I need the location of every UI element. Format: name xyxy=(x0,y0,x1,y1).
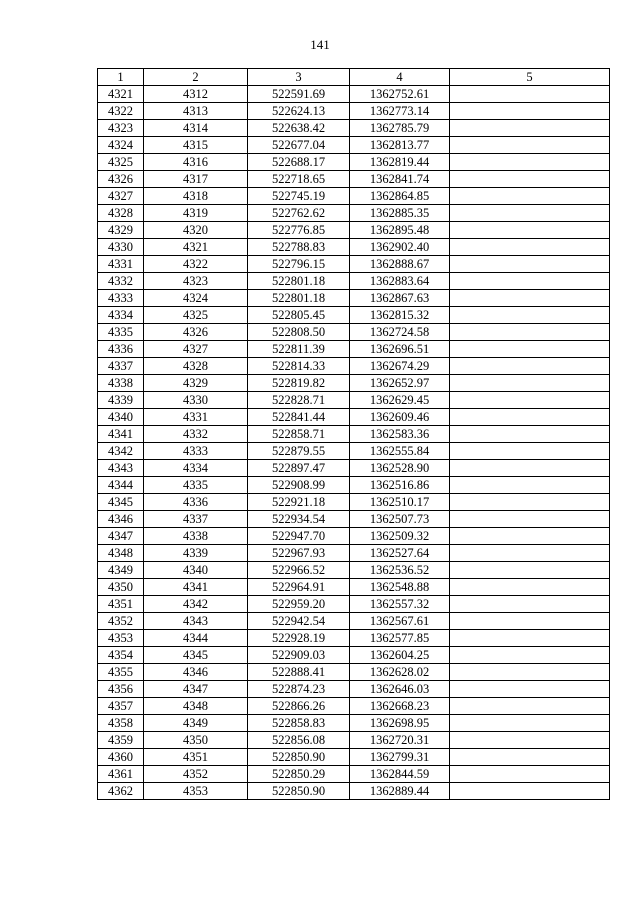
table-cell-col-1: 4340 xyxy=(98,409,144,426)
table-cell-col-1: 4351 xyxy=(98,596,144,613)
table-row xyxy=(98,715,610,732)
table-row xyxy=(98,341,610,358)
table-row xyxy=(98,375,610,392)
table-cell-col-3: 522814.33 xyxy=(248,358,350,375)
table-cell-col-1: 4337 xyxy=(98,358,144,375)
table-cell-col-4: 1362628.02 xyxy=(350,664,450,681)
table-cell-col-2: 4316 xyxy=(144,154,248,171)
table-row xyxy=(98,783,610,800)
table-cell-col-3: 522928.19 xyxy=(248,630,350,647)
table-cell-col-3: 522858.71 xyxy=(248,426,350,443)
table-cell-col-4: 1362557.32 xyxy=(350,596,450,613)
table-cell-col-1: 4350 xyxy=(98,579,144,596)
table-cell-col-3: 522866.26 xyxy=(248,698,350,715)
table-cell-col-3: 522776.85 xyxy=(248,222,350,239)
table-cell-col-4: 1362864.85 xyxy=(350,188,450,205)
table-cell-col-5 xyxy=(450,205,610,222)
table-row xyxy=(98,137,610,154)
table-row xyxy=(98,664,610,681)
table-row xyxy=(98,766,610,783)
table-row xyxy=(98,443,610,460)
table-cell-col-5 xyxy=(450,154,610,171)
table-cell-col-1: 4344 xyxy=(98,477,144,494)
table-row xyxy=(98,613,610,630)
table-row xyxy=(98,681,610,698)
table-cell-col-4: 1362527.64 xyxy=(350,545,450,562)
table-cell-col-5 xyxy=(450,562,610,579)
table-cell-col-2: 4313 xyxy=(144,103,248,120)
table-cell-col-5 xyxy=(450,511,610,528)
table-cell-col-3: 522718.65 xyxy=(248,171,350,188)
table-row xyxy=(98,205,610,222)
table-cell-col-3: 522591.69 xyxy=(248,86,350,103)
table-cell-col-5 xyxy=(450,358,610,375)
table-cell-col-3: 522850.90 xyxy=(248,749,350,766)
table-cell-col-2: 4334 xyxy=(144,460,248,477)
table-cell-col-5 xyxy=(450,375,610,392)
table-cell-col-3: 522921.18 xyxy=(248,494,350,511)
table-cell-col-4: 1362674.29 xyxy=(350,358,450,375)
table-cell-col-5 xyxy=(450,545,610,562)
table-cell-col-2: 4315 xyxy=(144,137,248,154)
table-cell-col-1: 4358 xyxy=(98,715,144,732)
table-cell-col-2: 4345 xyxy=(144,647,248,664)
table-cell-col-2: 4321 xyxy=(144,239,248,256)
table-cell-col-4: 1362841.74 xyxy=(350,171,450,188)
table-cell-col-1: 4353 xyxy=(98,630,144,647)
table-cell-col-1: 4334 xyxy=(98,307,144,324)
table-cell-col-5 xyxy=(450,290,610,307)
table-row xyxy=(98,630,610,647)
table-cell-col-3: 522841.44 xyxy=(248,409,350,426)
table-cell-col-2: 4327 xyxy=(144,341,248,358)
table-cell-col-4: 1362799.31 xyxy=(350,749,450,766)
table-cell-col-5 xyxy=(450,307,610,324)
table-row xyxy=(98,698,610,715)
table-row xyxy=(98,426,610,443)
table-cell-col-2: 4336 xyxy=(144,494,248,511)
table-cell-col-4: 1362785.79 xyxy=(350,120,450,137)
table-cell-col-4: 1362510.17 xyxy=(350,494,450,511)
table-row xyxy=(98,460,610,477)
table-cell-col-2: 4350 xyxy=(144,732,248,749)
table-row xyxy=(98,154,610,171)
table-cell-col-2: 4344 xyxy=(144,630,248,647)
table-cell-col-1: 4332 xyxy=(98,273,144,290)
header-row xyxy=(98,69,610,86)
table-cell-col-2: 4352 xyxy=(144,766,248,783)
table-row xyxy=(98,596,610,613)
table-cell-col-3: 522796.15 xyxy=(248,256,350,273)
table-cell-col-1: 4338 xyxy=(98,375,144,392)
table-cell-col-5 xyxy=(450,171,610,188)
table-cell-col-2: 4348 xyxy=(144,698,248,715)
table-cell-col-4: 1362888.67 xyxy=(350,256,450,273)
table-cell-col-1: 4331 xyxy=(98,256,144,273)
column-header-4: 4 xyxy=(350,69,450,86)
table-cell-col-5 xyxy=(450,579,610,596)
table-cell-col-4: 1362844.59 xyxy=(350,766,450,783)
column-header-5: 5 xyxy=(450,69,610,86)
table-cell-col-5 xyxy=(450,630,610,647)
table-cell-col-4: 1362895.48 xyxy=(350,222,450,239)
table-cell-col-4: 1362696.51 xyxy=(350,341,450,358)
column-header-2: 2 xyxy=(144,69,248,86)
table-row xyxy=(98,307,610,324)
table-cell-col-4: 1362883.64 xyxy=(350,273,450,290)
table-row xyxy=(98,545,610,562)
table-cell-col-1: 4362 xyxy=(98,783,144,800)
table-row xyxy=(98,120,610,137)
table-cell-col-3: 522934.54 xyxy=(248,511,350,528)
table-cell-col-3: 522677.04 xyxy=(248,137,350,154)
table-cell-col-2: 4333 xyxy=(144,443,248,460)
table-cell-col-5 xyxy=(450,647,610,664)
table-row xyxy=(98,528,610,545)
table-cell-col-3: 522624.13 xyxy=(248,103,350,120)
table-cell-col-3: 522858.83 xyxy=(248,715,350,732)
table-row xyxy=(98,392,610,409)
table-cell-col-3: 522897.47 xyxy=(248,460,350,477)
table-cell-col-2: 4337 xyxy=(144,511,248,528)
table-cell-col-5 xyxy=(450,324,610,341)
table-cell-col-4: 1362609.46 xyxy=(350,409,450,426)
table-header xyxy=(98,69,610,86)
table-cell-col-2: 4346 xyxy=(144,664,248,681)
table-body xyxy=(98,86,610,800)
table-cell-col-5 xyxy=(450,596,610,613)
table-cell-col-5 xyxy=(450,137,610,154)
table-cell-col-3: 522850.29 xyxy=(248,766,350,783)
table-cell-col-2: 4331 xyxy=(144,409,248,426)
table-cell-col-5 xyxy=(450,188,610,205)
table-cell-col-1: 4324 xyxy=(98,137,144,154)
table-cell-col-1: 4357 xyxy=(98,698,144,715)
table-cell-col-2: 4349 xyxy=(144,715,248,732)
table-cell-col-3: 522808.50 xyxy=(248,324,350,341)
table-row xyxy=(98,579,610,596)
table-row xyxy=(98,256,610,273)
table-cell-col-3: 522874.23 xyxy=(248,681,350,698)
table-row xyxy=(98,477,610,494)
table-cell-col-3: 522909.03 xyxy=(248,647,350,664)
table-cell-col-2: 4326 xyxy=(144,324,248,341)
table-cell-col-2: 4343 xyxy=(144,613,248,630)
table-cell-col-1: 4360 xyxy=(98,749,144,766)
table-cell-col-1: 4343 xyxy=(98,460,144,477)
table-cell-col-5 xyxy=(450,732,610,749)
table-cell-col-4: 1362507.73 xyxy=(350,511,450,528)
table-cell-col-5 xyxy=(450,409,610,426)
table-row xyxy=(98,103,610,120)
table-cell-col-5 xyxy=(450,613,610,630)
table-cell-col-5 xyxy=(450,477,610,494)
table-cell-col-4: 1362885.35 xyxy=(350,205,450,222)
table-cell-col-4: 1362698.95 xyxy=(350,715,450,732)
table-cell-col-2: 4347 xyxy=(144,681,248,698)
table-cell-col-3: 522805.45 xyxy=(248,307,350,324)
table-row xyxy=(98,239,610,256)
table-cell-col-4: 1362528.90 xyxy=(350,460,450,477)
table-cell-col-1: 4349 xyxy=(98,562,144,579)
table-cell-col-4: 1362555.84 xyxy=(350,443,450,460)
table-cell-col-5 xyxy=(450,528,610,545)
table-row xyxy=(98,290,610,307)
table-cell-col-3: 522762.62 xyxy=(248,205,350,222)
table-cell-col-3: 522688.17 xyxy=(248,154,350,171)
table-cell-col-1: 4359 xyxy=(98,732,144,749)
table-row xyxy=(98,188,610,205)
table-cell-col-2: 4340 xyxy=(144,562,248,579)
table-cell-col-2: 4335 xyxy=(144,477,248,494)
table-cell-col-4: 1362773.14 xyxy=(350,103,450,120)
coordinates-table xyxy=(97,68,610,800)
table-cell-col-4: 1362516.86 xyxy=(350,477,450,494)
table-row xyxy=(98,86,610,103)
table-row xyxy=(98,222,610,239)
table-cell-col-2: 4330 xyxy=(144,392,248,409)
table-cell-col-5 xyxy=(450,222,610,239)
table-cell-col-4: 1362720.31 xyxy=(350,732,450,749)
table-cell-col-5 xyxy=(450,783,610,800)
table-cell-col-1: 4335 xyxy=(98,324,144,341)
table-cell-col-1: 4323 xyxy=(98,120,144,137)
table-cell-col-5 xyxy=(450,426,610,443)
table-cell-col-3: 522959.20 xyxy=(248,596,350,613)
page-number: 141 xyxy=(310,37,330,52)
table-cell-col-3: 522966.52 xyxy=(248,562,350,579)
table-row xyxy=(98,494,610,511)
table-cell-col-4: 1362536.52 xyxy=(350,562,450,579)
table-cell-col-4: 1362567.61 xyxy=(350,613,450,630)
table-cell-col-2: 4320 xyxy=(144,222,248,239)
table-cell-col-1: 4328 xyxy=(98,205,144,222)
table-cell-col-4: 1362815.32 xyxy=(350,307,450,324)
column-header-1: 1 xyxy=(98,69,144,86)
table-cell-col-2: 4342 xyxy=(144,596,248,613)
table-cell-col-4: 1362889.44 xyxy=(350,783,450,800)
table-cell-col-2: 4317 xyxy=(144,171,248,188)
table-cell-col-1: 4336 xyxy=(98,341,144,358)
table-cell-col-1: 4354 xyxy=(98,647,144,664)
table-cell-col-3: 522964.91 xyxy=(248,579,350,596)
table-cell-col-4: 1362577.85 xyxy=(350,630,450,647)
table-cell-col-3: 522745.19 xyxy=(248,188,350,205)
column-header-3: 3 xyxy=(248,69,350,86)
table-cell-col-1: 4321 xyxy=(98,86,144,103)
table-cell-col-3: 522947.70 xyxy=(248,528,350,545)
table-cell-col-5 xyxy=(450,392,610,409)
table-cell-col-3: 522638.42 xyxy=(248,120,350,137)
table-cell-col-2: 4314 xyxy=(144,120,248,137)
table-cell-col-2: 4351 xyxy=(144,749,248,766)
table-cell-col-4: 1362629.45 xyxy=(350,392,450,409)
table-cell-col-4: 1362819.44 xyxy=(350,154,450,171)
table-cell-col-2: 4329 xyxy=(144,375,248,392)
table-cell-col-3: 522828.71 xyxy=(248,392,350,409)
table-cell-col-1: 4329 xyxy=(98,222,144,239)
table-cell-col-4: 1362583.36 xyxy=(350,426,450,443)
table-cell-col-1: 4333 xyxy=(98,290,144,307)
table-cell-col-3: 522879.55 xyxy=(248,443,350,460)
table-row xyxy=(98,273,610,290)
table-cell-col-2: 4312 xyxy=(144,86,248,103)
table-cell-col-4: 1362867.63 xyxy=(350,290,450,307)
table-cell-col-3: 522788.83 xyxy=(248,239,350,256)
table-cell-col-2: 4339 xyxy=(144,545,248,562)
table-cell-col-2: 4325 xyxy=(144,307,248,324)
table-cell-col-3: 522819.82 xyxy=(248,375,350,392)
table-cell-col-3: 522967.93 xyxy=(248,545,350,562)
table-cell-col-3: 522856.08 xyxy=(248,732,350,749)
table-cell-col-5 xyxy=(450,664,610,681)
table-cell-col-4: 1362548.88 xyxy=(350,579,450,596)
table-cell-col-2: 4338 xyxy=(144,528,248,545)
table-cell-col-5 xyxy=(450,494,610,511)
table-cell-col-1: 4330 xyxy=(98,239,144,256)
table-cell-col-3: 522850.90 xyxy=(248,783,350,800)
table-row xyxy=(98,749,610,766)
table-cell-col-1: 4345 xyxy=(98,494,144,511)
table-cell-col-3: 522908.99 xyxy=(248,477,350,494)
table-cell-col-1: 4327 xyxy=(98,188,144,205)
table-cell-col-4: 1362752.61 xyxy=(350,86,450,103)
table-cell-col-4: 1362902.40 xyxy=(350,239,450,256)
table-cell-col-2: 4323 xyxy=(144,273,248,290)
table-cell-col-1: 4352 xyxy=(98,613,144,630)
table-cell-col-4: 1362668.23 xyxy=(350,698,450,715)
table-cell-col-5 xyxy=(450,766,610,783)
table-cell-col-5 xyxy=(450,256,610,273)
table-cell-col-5 xyxy=(450,715,610,732)
table-row xyxy=(98,647,610,664)
table-cell-col-5 xyxy=(450,86,610,103)
table-cell-col-3: 522801.18 xyxy=(248,273,350,290)
table-cell-col-5 xyxy=(450,273,610,290)
table-cell-col-5 xyxy=(450,698,610,715)
table-cell-col-1: 4342 xyxy=(98,443,144,460)
table-cell-col-1: 4325 xyxy=(98,154,144,171)
table-cell-col-1: 4341 xyxy=(98,426,144,443)
table-cell-col-3: 522942.54 xyxy=(248,613,350,630)
table-cell-col-4: 1362724.58 xyxy=(350,324,450,341)
table-cell-col-5 xyxy=(450,120,610,137)
table-cell-col-2: 4332 xyxy=(144,426,248,443)
table-row xyxy=(98,358,610,375)
table-cell-col-1: 4326 xyxy=(98,171,144,188)
table-cell-col-1: 4355 xyxy=(98,664,144,681)
table-row xyxy=(98,171,610,188)
table-cell-col-5 xyxy=(450,443,610,460)
table-cell-col-5 xyxy=(450,681,610,698)
table-row xyxy=(98,562,610,579)
table-cell-col-5 xyxy=(450,239,610,256)
table-cell-col-2: 4322 xyxy=(144,256,248,273)
table-cell-col-2: 4318 xyxy=(144,188,248,205)
table-cell-col-5 xyxy=(450,103,610,120)
table-cell-col-2: 4328 xyxy=(144,358,248,375)
table-cell-col-1: 4361 xyxy=(98,766,144,783)
table-cell-col-1: 4348 xyxy=(98,545,144,562)
table-cell-col-1: 4347 xyxy=(98,528,144,545)
table-cell-col-1: 4346 xyxy=(98,511,144,528)
table-cell-col-5 xyxy=(450,341,610,358)
table-row xyxy=(98,511,610,528)
table-cell-col-2: 4319 xyxy=(144,205,248,222)
table-cell-col-2: 4341 xyxy=(144,579,248,596)
table-cell-col-2: 4324 xyxy=(144,290,248,307)
table-cell-col-1: 4339 xyxy=(98,392,144,409)
table-row xyxy=(98,324,610,341)
table-cell-col-5 xyxy=(450,749,610,766)
table-cell-col-4: 1362646.03 xyxy=(350,681,450,698)
table-cell-col-4: 1362652.97 xyxy=(350,375,450,392)
table-cell-col-3: 522801.18 xyxy=(248,290,350,307)
table-cell-col-4: 1362604.25 xyxy=(350,647,450,664)
table-cell-col-4: 1362813.77 xyxy=(350,137,450,154)
table-cell-col-2: 4353 xyxy=(144,783,248,800)
table-row xyxy=(98,409,610,426)
table-row xyxy=(98,732,610,749)
table-cell-col-3: 522888.41 xyxy=(248,664,350,681)
table-cell-col-1: 4322 xyxy=(98,103,144,120)
table-cell-col-5 xyxy=(450,460,610,477)
table-cell-col-3: 522811.39 xyxy=(248,341,350,358)
table-cell-col-1: 4356 xyxy=(98,681,144,698)
table-cell-col-4: 1362509.32 xyxy=(350,528,450,545)
